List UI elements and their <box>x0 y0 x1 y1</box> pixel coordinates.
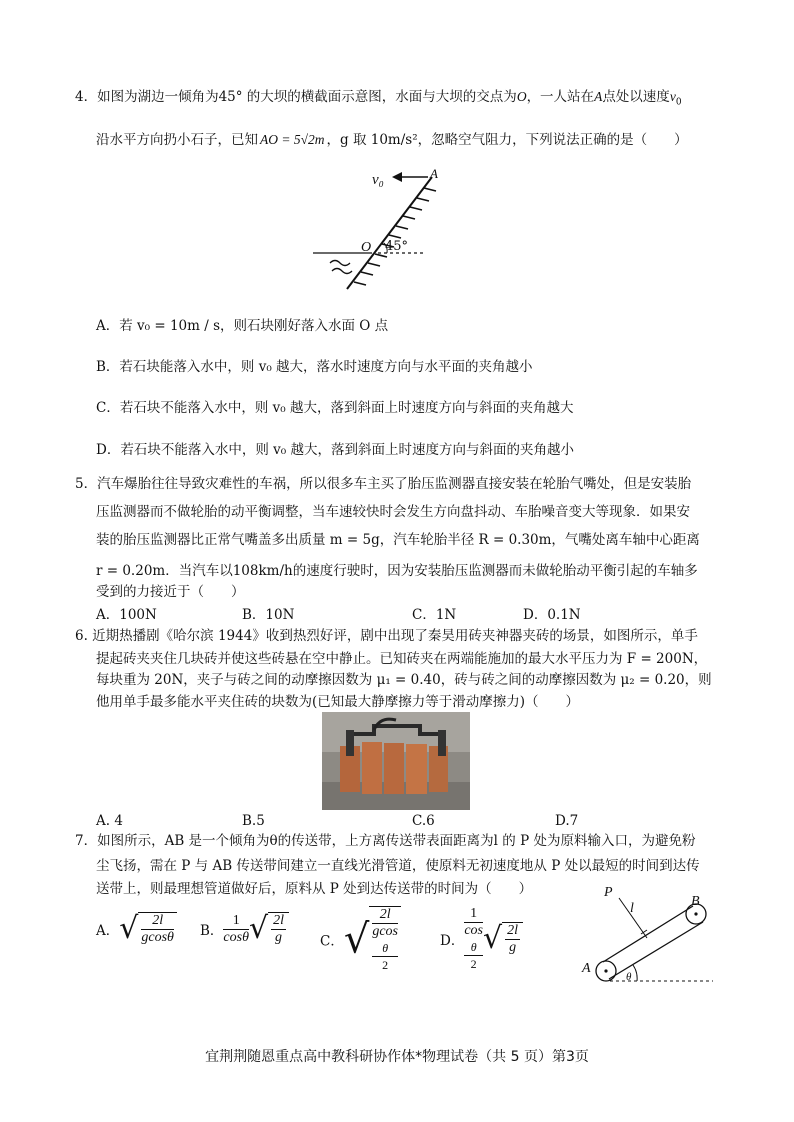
q7-line3: 送带上，则最理想管道做好后，原料从 P 处到达传送带的时间为（ ） <box>96 881 533 897</box>
q6-line3: 每块重为 20N，夹子与砖之间的动摩擦因数为 μ₁ = 0.40，砖与砖之间的动摩擦因数为 μ₂ = 0.20，则 <box>96 672 712 688</box>
brick-clamp-photo <box>322 712 470 810</box>
q6-line4: 他用单手最多能水平夹住砖的块数为(已知最大静摩擦力等于滑动摩擦力)（ ） <box>96 694 580 710</box>
q7-option-d: D． 1 cos θ 2 √ $\frac{2l}{g}$ <box>440 906 523 972</box>
q5-option-c: C．1N <box>412 607 457 623</box>
q5-line5: 受到的力接近于（ ） <box>96 584 245 600</box>
q7-option-a: A．√ $\frac{2l}{gcos\theta}$ <box>96 912 177 946</box>
q4-fig-angle: 45° <box>385 239 409 254</box>
q5-line3: 装的胎压监测器比正常气嘴盖多出质量 m = 5g，汽车轮胎半径 R = 0.30m，气嘴处离车轴中心距离 <box>96 532 700 548</box>
q6-line2: 提起砖夹夹住几块砖并使这些砖悬在空中静止。已知砖夹在两端能施加的最大水平压力为 F = 200N， <box>96 651 708 667</box>
q5-line2: 压监测器而不做轮胎的动平衡调整，当车速较快时会发生方向盘抖动、车胎噪音变大等现象．如果安 <box>96 504 690 520</box>
q6-line1: 6. 近期热播剧《哈尔滨 1944》收到热烈好评，剧中出现了秦昊用砖夹神器夹砖的场景，如图所示，单手 <box>75 628 698 644</box>
q4-option-a: A．若 v₀ = 10m / s，则石块刚好落入水面 O 点 <box>96 318 389 334</box>
q7-fig-theta: θ <box>626 971 632 983</box>
q7-conveyor-figure <box>575 880 755 990</box>
q5-line1: 5．汽车爆胎往往导致灾难性的车祸，所以很多车主买了胎压监测器直接安装在轮胎气嘴处，但是安装胎 <box>75 476 692 492</box>
q5-option-a: A．100N <box>96 607 157 623</box>
q7-fig-B: B <box>691 894 700 909</box>
page-footer: 宜荆荆随恩重点高中教科研协作体*物理试卷（共 5 页）第3页 <box>205 1049 589 1065</box>
q4-option-d: D．若石块不能落入水中，则 v₀ 越大，落到斜面上时速度方向与斜面的夹角越小 <box>96 442 574 458</box>
q4-option-c: C．若石块不能落入水中，则 v₀ 越大，落到斜面上时速度方向与斜面的夹角越大 <box>96 400 574 416</box>
q4-dam-figure <box>0 165 794 295</box>
q5-option-b: B．10N <box>242 607 295 623</box>
q6-option-c: C.6 <box>412 813 435 829</box>
q7-fig-l: l <box>630 901 634 916</box>
q5-option-d: D．0.1N <box>523 607 581 623</box>
q7-fig-A: A <box>582 961 591 976</box>
q4-fig-O: O <box>361 240 372 255</box>
q7-fig-P: P <box>604 885 613 900</box>
q5-line4: r = 0.20m．当汽车以108km/h的速度行驶时，因为安装胎压监测器而未做轮胎动平衡引起的车轴多 <box>96 563 698 579</box>
q4-line2: 沿水平方向扔小石子，已知 AO = 5√2m ，g 取 10m/s²，忽略空气阻力，下列说法正确的是（ ） <box>96 132 688 148</box>
q6-option-d: D.7 <box>555 813 579 829</box>
q4-option-b: B．若石块能落入水中，则 v₀ 越大，落水时速度方向与水平面的夹角越小 <box>96 359 533 375</box>
q7-line2: 尘飞扬，需在 P 与 AB 传送带间建立一直线光滑管道，使原料无初速度地从 P 处以最短的时间到达传 <box>96 858 700 874</box>
q7-line1: 7．如图所示，AB 是一个倾角为θ的传送带，上方离传送带表面距离为l 的 P 处为原料输入口，为避免粉 <box>75 833 696 849</box>
q7-option-c: C．√ 2l gcos θ 2 <box>320 906 401 973</box>
q7-option-b: B． $\frac{1}{\cos\theta}$ √ $\frac{2l}{g}$ <box>200 912 289 946</box>
q4-fig-v0: v₀ <box>372 172 384 188</box>
q6-option-a: A. 4 <box>96 813 123 829</box>
q4-line1: 4．如图为湖边一倾角为45° 的大坝的横截面示意图，水面与大坝的交点为O，一人站在A点处以速度$v_0$ <box>75 89 682 108</box>
q4-fig-A: A <box>430 166 438 181</box>
q6-option-b: B.5 <box>242 813 265 829</box>
